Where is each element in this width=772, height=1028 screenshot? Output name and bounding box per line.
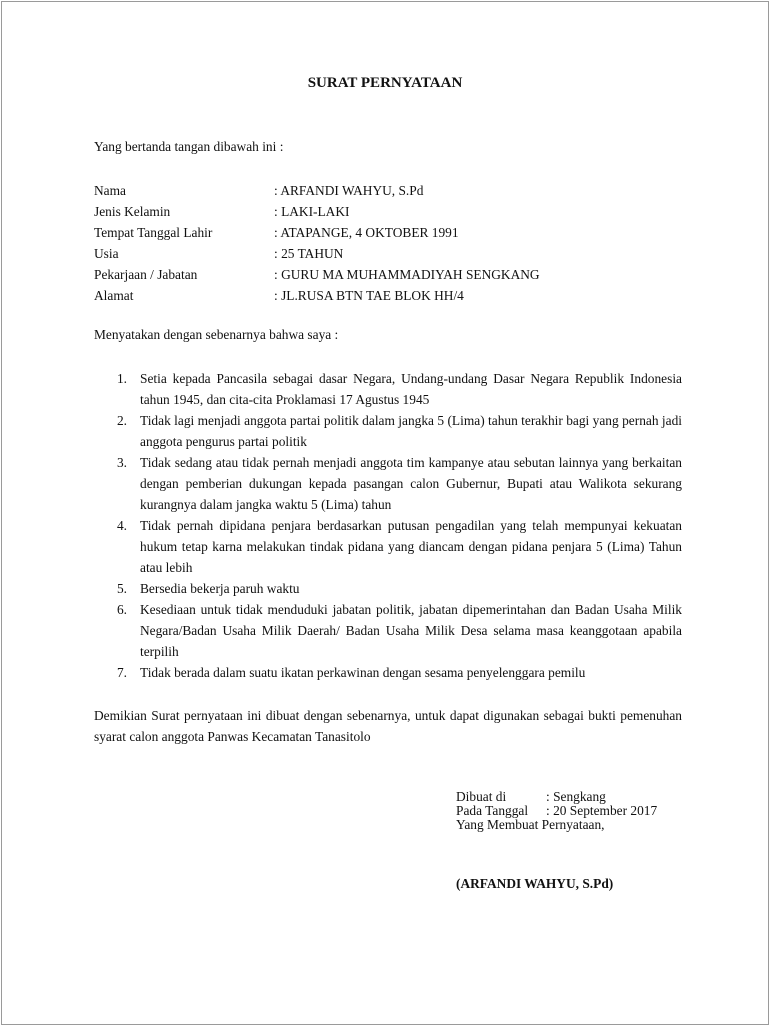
item-text: Setia kepada Pancasila sebagai dasar Negara, Undang-undang Dasar Negara Republik Indonesia tahun 1945, dan cita-cita Proklamasi 17 Agustus 1945 <box>140 371 682 407</box>
field-row-address <box>94 285 540 306</box>
item-number: 7. <box>116 665 127 680</box>
field-value: : 25 TAHUN <box>274 246 344 261</box>
field-label: Tempat Tanggal Lahir <box>94 225 213 240</box>
list-item <box>94 578 682 599</box>
item-text: Bersedia bekerja paruh waktu <box>140 581 300 596</box>
list-item <box>94 599 682 662</box>
list-item <box>94 368 682 410</box>
sign-place-value: : Sengkang <box>546 789 606 804</box>
intro-text: Yang bertanda tangan dibawah ini : <box>94 139 284 154</box>
item-number: 5. <box>116 581 127 596</box>
sign-place-label: Dibuat di <box>456 789 507 804</box>
signature-block <box>456 790 657 832</box>
document-title: SURAT PERNYATAAN <box>307 75 463 91</box>
list-item <box>94 662 682 683</box>
field-value: : GURU MA MUHAMMADIYAH SENGKANG <box>274 267 540 282</box>
field-label: Alamat <box>94 288 134 303</box>
list-item <box>94 515 682 578</box>
field-label: Usia <box>94 246 119 261</box>
item-number: 1. <box>116 371 127 386</box>
field-row-birth <box>94 222 540 243</box>
signatory-name: (ARFANDI WAHYU, S.Pd) <box>456 876 614 891</box>
item-text: Kesediaan untuk tidak menduduki jabatan politik, jabatan dipemerintahan dan Badan Usaha Milik Negara/Badan Usaha Milik Daerah/ Badan Usaha Milik Desa selama masa keanggotaan apabila terpilih <box>140 602 682 659</box>
field-label: Nama <box>94 183 126 198</box>
field-label: Jenis Kelamin <box>94 204 171 219</box>
item-number: 2. <box>116 413 127 428</box>
item-text: Tidak berada dalam suatu ikatan perkawinan dengan sesama penyelenggara pemilu <box>140 665 586 680</box>
list-item <box>94 452 682 515</box>
field-row-occupation <box>94 264 540 285</box>
item-number: 6. <box>116 602 127 617</box>
list-item <box>94 410 682 452</box>
field-value: : JL.RUSA BTN TAE BLOK HH/4 <box>274 288 464 303</box>
item-text: Tidak pernah dipidana penjara berdasarkan putusan pengadilan yang telah mempunyai kekuatan hukum tetap karna melakukan tindak pidana yang diancam dengan pidana penjara 5 (Lima) Tahun atau lebih <box>140 518 682 575</box>
document-page <box>1 1 769 1025</box>
item-text: Tidak lagi menjadi anggota partai politik dalam jangka 5 (Lima) tahun terakhir bagi yang pernah jadi anggota pengurus partai politik <box>140 413 682 449</box>
field-row-gender <box>94 201 540 222</box>
sign-maker: Yang Membuat Pernyataan, <box>456 817 605 832</box>
statement-list <box>94 368 682 683</box>
sign-date-label: Pada Tanggal <box>456 803 529 818</box>
field-value: : ATAPANGE, 4 OKTOBER 1991 <box>274 225 459 240</box>
field-row-name <box>94 180 540 201</box>
field-row-age <box>94 243 540 264</box>
closing-paragraph: Demikian Surat pernyataan ini dibuat dengan sebenarnya, untuk dapat digunakan sebagai bukti pemenuhan syarat calon anggota Panwas Kecamatan Tanasitolo <box>94 708 682 744</box>
field-value: : ARFANDI WAHYU, S.Pd <box>274 183 424 198</box>
item-text: Tidak sedang atau tidak pernah menjadi anggota tim kampanye atau sebutan lainnya yang berkaitan dengan pemberian dukungan kepada pasangan calon Gubernur, Bupati atau Walikota sekurang kurangnya dalam jangka waktu 5 (Lima) tahun <box>140 455 682 512</box>
item-number: 3. <box>116 455 127 470</box>
field-label: Pekarjaan / Jabatan <box>94 267 198 282</box>
sign-date-row <box>456 804 657 818</box>
field-value: : LAKI-LAKI <box>274 204 350 219</box>
identity-fields <box>94 180 540 306</box>
item-number: 4. <box>116 518 127 533</box>
declaration-intro: Menyatakan dengan sebenarnya bahwa saya : <box>94 327 339 342</box>
sign-date-value: : 20 September 2017 <box>546 803 658 818</box>
sign-place-row <box>456 790 657 804</box>
